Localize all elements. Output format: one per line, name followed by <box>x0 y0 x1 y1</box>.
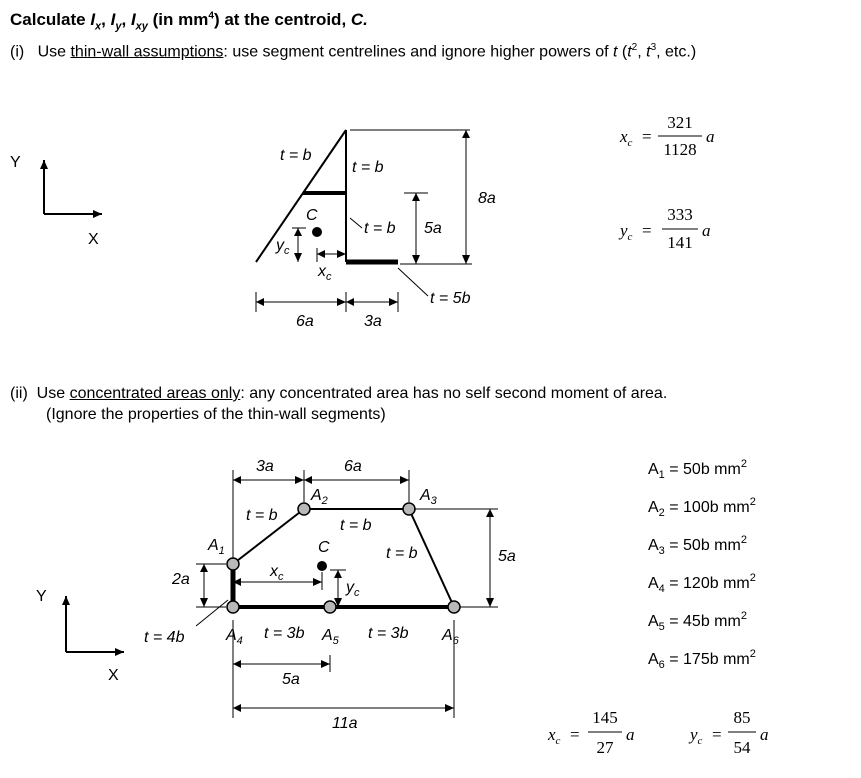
dim-2a-label: 2a <box>172 571 190 588</box>
a3-label: $A_3$ <box>420 487 437 507</box>
area-a6-node <box>448 601 460 613</box>
xc-label-2: $x_c$ <box>270 563 284 583</box>
centroid-label-2: C <box>318 539 330 556</box>
t-label-right-2: t = b <box>386 545 418 562</box>
t-label-top-2: t = b <box>340 517 372 534</box>
area-item-a2: $A_2 = 100b$ $mm^2$ <box>648 496 756 519</box>
area-item-a3: $A_3 = 50b$ $mm^2$ <box>648 534 747 557</box>
a5-label: $A_5$ <box>322 627 339 647</box>
svg-text:a: a <box>706 127 715 146</box>
area-item-a4: $A_4 = 120b$ $mm^2$ <box>648 572 756 595</box>
a6-label: $A_6$ <box>442 627 459 647</box>
area-a1-node <box>227 558 239 570</box>
yc-label-2: $y_c$ <box>346 579 360 599</box>
t-label-right-1: t = b <box>352 159 384 176</box>
area-a2-node <box>298 503 310 515</box>
problem-title: Calculate $I_x$, $I_y$, $I_{xy}$ (in $mm^4$) at the centroid, C. <box>10 10 368 33</box>
yc-label-1: $y_c$ <box>276 237 290 257</box>
svg-text:a: a <box>626 725 635 744</box>
t-3b-label-left: t = 3b <box>264 625 305 642</box>
svg-text:333: 333 <box>667 205 693 224</box>
area-a5-node <box>324 601 336 613</box>
dim-3a-label-2: 3a <box>256 458 274 475</box>
svg-text:141: 141 <box>667 233 693 252</box>
t-label-top-left-2: t = b <box>246 507 278 524</box>
xc-formula-2 <box>547 708 635 757</box>
dim-11a-label: 11a <box>332 715 358 732</box>
dim-6a-label-1: 6a <box>296 313 314 330</box>
dim-5a-label-1: 5a <box>424 220 442 237</box>
diagram-2 <box>36 458 769 757</box>
axis-x-label-1: X <box>88 231 99 248</box>
area-item-a5: $A_5 = 45b$ $mm^2$ <box>648 610 747 633</box>
axes-icon-1 <box>44 160 102 214</box>
axis-y-label-1: Y <box>10 154 21 171</box>
t-label-mid-1: t = b <box>364 220 396 237</box>
dim-6a-label-2: 6a <box>344 458 362 475</box>
area-a4-node <box>227 601 239 613</box>
area-a3-node <box>403 503 415 515</box>
dim-8a-label: 8a <box>478 190 496 207</box>
dim-5a-bottom-label: 5a <box>282 671 300 688</box>
t-3b-label-right: t = 3b <box>368 625 409 642</box>
svg-text:=: = <box>570 725 580 744</box>
yc-formula-1 <box>618 205 711 252</box>
part-ii-instruction: (ii) Use concentrated areas only: any concentrated area has no self second moment of area. (Ignore the properties of the thin-wall segments) <box>10 385 668 423</box>
xc-formula-1 <box>619 113 715 159</box>
svg-text:yc: $y_c$ <box>690 725 703 747</box>
svg-text:=: = <box>642 221 652 240</box>
centroid-dot-1 <box>312 227 322 237</box>
a1-label: $A_1$ <box>208 537 225 557</box>
yc-formula-2 <box>688 708 769 757</box>
area-item-a1: $A_1 = 50b$ $mm^2$ <box>648 458 747 481</box>
svg-text:27: 27 <box>596 738 614 757</box>
xc-label-1: $x_c$ <box>318 263 332 283</box>
axis-x-label-2: X <box>108 667 119 684</box>
svg-text:54: 54 <box>733 738 751 757</box>
svg-text:321: 321 <box>667 113 693 132</box>
svg-text:xc: $x_c$ <box>620 127 633 149</box>
a4-label: $A_4$ <box>226 627 243 647</box>
svg-text:a: a <box>702 221 711 240</box>
svg-text:a: a <box>760 725 769 744</box>
axis-y-label-2: Y <box>36 588 47 605</box>
a2-label: $A_2$ <box>311 487 328 507</box>
centroid-label-1: C <box>306 207 318 224</box>
svg-text:1128: 1128 <box>663 140 697 159</box>
svg-text:=: = <box>712 725 722 744</box>
t-label-left-1: t = b <box>280 147 312 164</box>
diagram-1 <box>10 113 715 330</box>
centroid-dot-2 <box>317 561 327 571</box>
dim-3a-label-1: 3a <box>364 313 382 330</box>
svg-text:145: 145 <box>592 708 618 727</box>
axes-icon-2 <box>66 596 124 652</box>
svg-text:=: = <box>642 127 652 146</box>
t-4b-label: t = 4b <box>144 629 185 646</box>
dim-5a-label-2: 5a <box>498 548 516 565</box>
svg-text:yc: $y_c$ <box>620 221 633 243</box>
area-item-a6: $A_6 = 175b$ $mm^2$ <box>648 648 756 671</box>
part-i-instruction: (i) Use thin-wall assumptions: use segment centrelines and ignore higher powers of t ($t^2$, $t^3$, etc.) <box>10 42 697 61</box>
svg-text:85: 85 <box>733 708 751 727</box>
svg-text:xc: $x_c$ <box>548 725 561 747</box>
t-label-bottom-1: t = 5b <box>430 290 471 307</box>
area-values-list <box>648 458 756 671</box>
